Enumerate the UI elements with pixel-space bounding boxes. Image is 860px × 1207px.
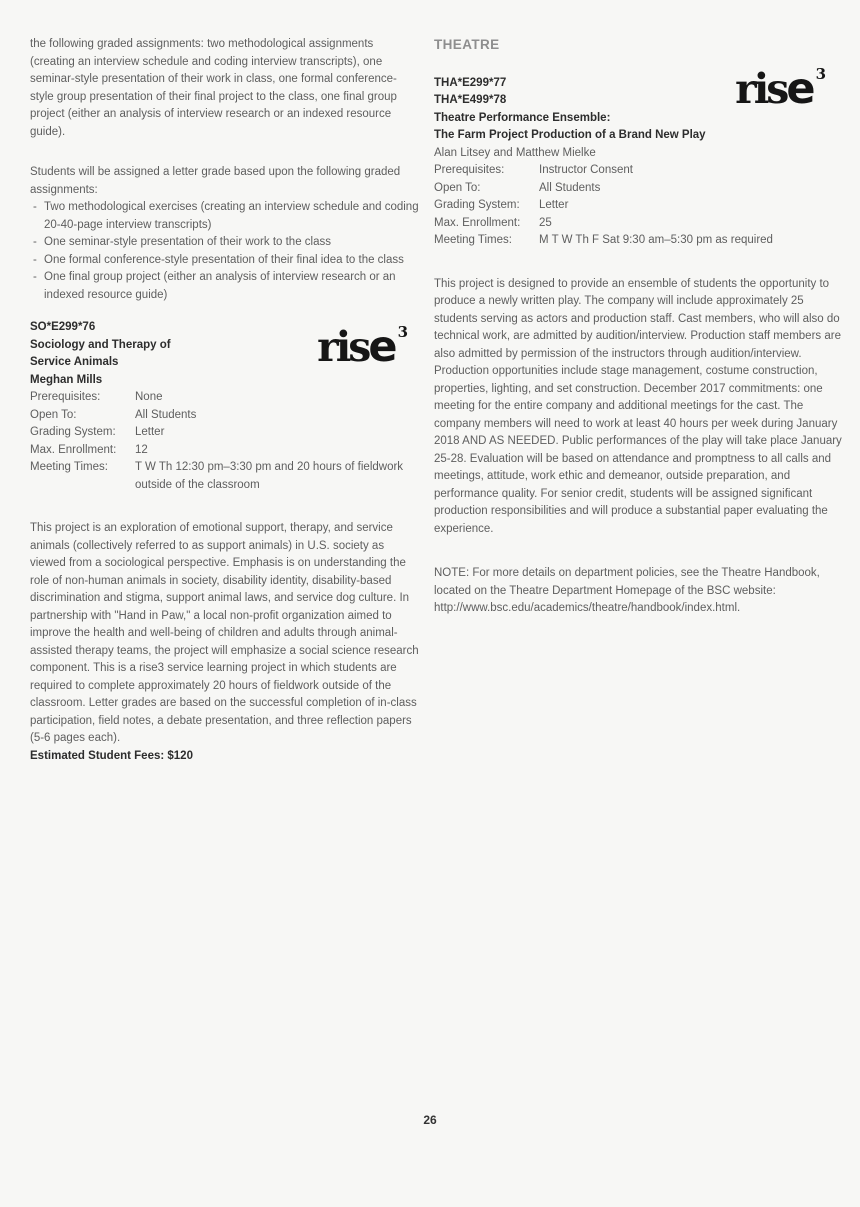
section-heading-theatre: THEATRE — [434, 37, 500, 52]
detail-value: All Students — [135, 408, 197, 421]
detail-value: All Students — [539, 181, 601, 194]
rise-logo-e: e — [786, 63, 815, 114]
rise3-logo — [735, 63, 826, 114]
course-description: This project is an exploration of emotional support, therapy, and service animals (collectively referred to as support animals) in U.S. society as viewed from a sociological perspective. Emphasis is on understanding the role of non-human animals in society, disability identity, disability-based discrimination and stigma, support animal laws, and service dog culture. In partnership with "Hand in Paw," a local non-profit organization aimed to improve the health and well-being of children and adults through animal-assisted therapy teams, the project will emphasize a social science research component. This is a rise3 service learning project in which students are required to complete approximately 20 hours of fieldwork outside of the classroom. Letter grades are based on the successful completion of in-class participation, field notes, a debate presentation, and three reflection papers (5-6 pages each). — [30, 522, 419, 744]
detail-value: 25 — [539, 216, 552, 229]
detail-label: Max. Enrollment: — [434, 216, 521, 229]
dash-bullet: - — [33, 271, 37, 283]
list-item — [30, 252, 419, 270]
course-instructor: Alan Litsey and Matthew Mielke — [434, 146, 596, 159]
detail-row — [30, 459, 419, 494]
detail-value: Letter — [135, 426, 165, 438]
detail-label: Open To: — [434, 181, 481, 194]
list-item — [30, 234, 419, 252]
course-code: THA*E299*77 — [434, 76, 507, 89]
course-block-theatre — [434, 63, 846, 250]
course-code: THA*E499*78 — [434, 94, 507, 106]
detail-label: Meeting Times: — [434, 234, 512, 246]
detail-row — [434, 232, 846, 250]
list-item — [30, 199, 419, 234]
course-title-line: The Farm Project Production of a Brand New Play — [434, 129, 706, 141]
detail-label: Open To: — [30, 408, 77, 421]
detail-label: Meeting Times: — [30, 461, 108, 473]
grading-intro: Students will be assigned a letter grade based upon the following graded assignments: — [30, 166, 401, 196]
course-title-line: Service Animals — [30, 356, 119, 368]
left-column — [30, 36, 419, 765]
detail-value: M T W Th F Sat 9:30 am–5:30 pm as required — [539, 234, 773, 246]
rise-logo-exponent: 3 — [815, 64, 826, 83]
estimated-fees: Estimated Student Fees: $120 — [30, 749, 193, 762]
detail-label: Prerequisites: — [30, 391, 101, 403]
detail-value: 12 — [135, 443, 148, 456]
detail-row — [30, 442, 419, 460]
course-instructor: Meghan Mills — [30, 373, 103, 386]
detail-label: Max. Enrollment: — [30, 443, 117, 456]
course-details — [434, 162, 846, 250]
detail-row — [434, 162, 846, 180]
detail-value: Letter — [539, 199, 569, 211]
grading-list — [30, 199, 419, 304]
intro-paragraph: the following graded assignments: two methodological assignments (creating an interview schedule and coding interview transcripts), one seminar-style presentation of their work in class, one formal conference-style group presentation of their final project to the class, one final group project (either an analysis of interview research or an indexed resource guide). — [30, 38, 397, 138]
detail-value: T W Th 12:30 pm–3:30 pm and 20 hours of fieldwork outside of the classroom — [135, 461, 404, 491]
rise-logo-e: e — [368, 322, 397, 372]
list-item-text: One seminar-style presentation of their work to the class — [44, 236, 331, 248]
detail-label: Grading System: — [30, 426, 116, 438]
course-description: This project is designed to provide an ensemble of students the opportunity to produce a newly written play. The company will include approximately 25 students serving as actors and production staff. Cast members, who will also do technical work, are admitted by audition/interview. Production staff members are also admitted by permission of the instructors through audition/interview. Production opportunities include stage management, costume construction, properties, lighting, and set construction. December 2017 commitments: one meeting for the entire company and additional meetings for the cast. The company members will need to work at least 40 hours per week during January 2018 AND AS NEEDED. Public performances of the play will take place January 25-28. Evaluation will be based on attendance and promptness to all calls and meetings, attitude, work ethic and demeanor, outside preparation, and performance quality. For senior credit, students will be assigned significant production responsibilities and will produce a substantial paper evaluating the experience. — [434, 277, 842, 535]
detail-row — [434, 180, 846, 198]
course-title-line: Theatre Performance Ensemble: — [434, 111, 611, 124]
list-item — [30, 269, 419, 304]
detail-label: Grading System: — [434, 199, 520, 211]
list-item-text: One final group project (either an analysis of interview research or an indexed resource guide) — [44, 271, 396, 301]
course-code: SO*E299*76 — [30, 321, 96, 333]
detail-row — [30, 389, 419, 407]
page-number: 26 — [423, 1113, 437, 1127]
rise-logo-ris: ris — [735, 64, 787, 113]
course-title-line: Sociology and Therapy of — [30, 338, 171, 351]
course-block-sociology — [30, 319, 419, 494]
department-note: NOTE: For more details on department policies, see the Theatre Handbook, located on the Theatre Department Homepage of the BSC website: http://www.bsc.edu/academics/theatre/handbook/index.html. — [434, 567, 820, 614]
detail-row — [30, 407, 419, 425]
detail-value: None — [135, 391, 163, 403]
rise3-logo — [317, 322, 408, 372]
right-column — [434, 36, 846, 765]
dash-bullet: - — [33, 201, 37, 213]
detail-row — [434, 215, 846, 233]
detail-row — [30, 424, 419, 442]
rise-logo-exponent: 3 — [397, 323, 408, 341]
detail-label: Prerequisites: — [434, 164, 505, 176]
detail-value: Instructor Consent — [539, 164, 633, 176]
dash-bullet: - — [33, 236, 37, 248]
list-item-text: Two methodological exercises (creating an interview schedule and coding 20-40-page interview transcripts) — [44, 201, 419, 231]
course-details — [30, 389, 419, 494]
dash-bullet: - — [33, 253, 37, 266]
rise-logo-ris: ris — [317, 323, 369, 371]
detail-row — [434, 197, 846, 215]
list-item-text: One formal conference-style presentation of their final idea to the class — [44, 253, 404, 266]
